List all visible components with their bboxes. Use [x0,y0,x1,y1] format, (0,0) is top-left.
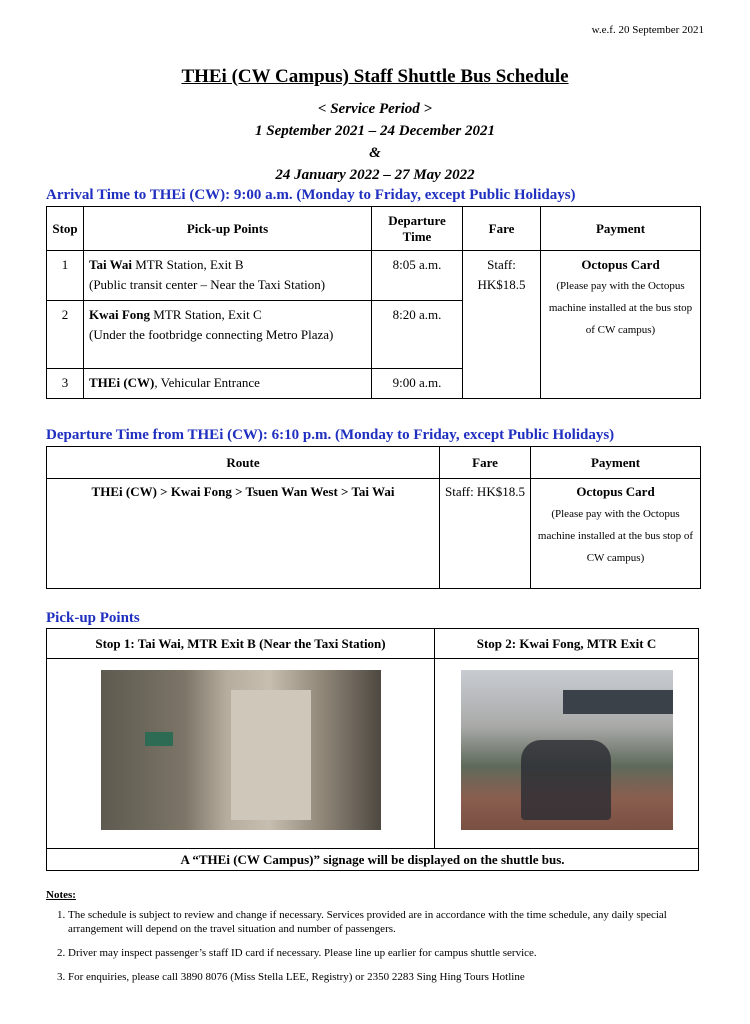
table-row [47,479,701,589]
col-payment: Payment [541,207,701,251]
photo-roof [563,690,673,714]
stop-number: 2 [47,301,84,369]
col-route: Route [47,447,440,479]
col-fare: Fare [463,207,541,251]
table-row [47,251,701,301]
col-departure: Departure Time [372,207,463,251]
effective-date: w.e.f. 20 September 2021 [591,24,704,36]
pickup-point [84,301,372,369]
arrival-table [46,206,701,399]
departure-heading: Departure Time from THEi (CW): 6:10 p.m. (Monday to Friday, except Public Holidays) [46,427,615,443]
kwai-fong-photo [461,670,673,830]
stop2-header: Stop 2: Kwai Fong, MTR Exit C [435,629,699,659]
service-period [0,98,750,186]
service-period-range-2: 24 January 2022 – 27 May 2022 [275,167,475,183]
arrival-table-header [47,207,701,251]
col-pickup: Pick-up Points [84,207,372,251]
col-fare: Fare [440,447,531,479]
photo-sign [145,732,173,746]
pickup-note: (Public transit center – Near the Taxi Station) [89,277,326,292]
route-cell: THEi (CW) > Kwai Fong > Tsuen Wan West > Tai Wai [47,479,440,589]
tai-wai-photo [101,670,381,830]
pickup-heading: Pick-up Points [46,610,140,626]
note-item: 3. For enquiries, please call 3890 8076 (Miss Stella LEE, Registry) or 2350 2283 Sing Hing Tours Hotline [68,970,706,984]
departure-table-header [47,447,701,479]
payment-title: Octopus Card [581,257,660,272]
stop-number: 1 [47,251,84,301]
col-payment: Payment [531,447,701,479]
stop-number: 3 [47,369,84,399]
fare-cell: Staff: HK$18.5 [440,479,531,589]
notes-title: Notes: [46,889,76,901]
pickup-note: (Under the footbridge connecting Metro Plaza) [89,327,334,342]
pickup-name: Kwai Fong [89,307,151,322]
payment-note: (Please pay with the Octopus machine installed at the bus stop of CW campus) [548,280,693,336]
pickup-name: THEi (CW) [89,375,155,390]
service-period-label: < Service Period > [317,101,433,117]
page-title: THEi (CW Campus) Staff Shuttle Bus Schedule [181,66,569,87]
pickup-name: Tai Wai [89,257,132,272]
photo-people [521,740,611,820]
pickup-detail: , Vehicular Entrance [154,375,260,390]
payment-cell [541,251,701,399]
departure-table [46,446,701,589]
notes-list [46,908,706,984]
payment-title: Octopus Card [576,484,655,499]
departure-time: 8:05 a.m. [372,251,463,301]
arrival-heading: Arrival Time to THEi (CW): 9:00 a.m. (Monday to Friday, except Public Holidays) [46,187,576,203]
pickup-detail: MTR Station, Exit B [132,257,244,272]
note-item: 1. The schedule is subject to review and change if necessary. Services provided are in accordance with the time schedule, any daily special arrangement will depend on the travel situation and number of passengers. [68,908,706,936]
note-item: 2. Driver may inspect passenger’s staff ID card if necessary. Please line up earlier for campus shuttle service. [68,946,706,960]
departure-time: 9:00 a.m. [372,369,463,399]
notes [46,888,706,994]
pickup-table [46,628,699,871]
pickup-point [84,369,372,399]
payment-cell [531,479,701,589]
signage-note: A “THEi (CW Campus)” signage will be displayed on the shuttle bus. [47,849,699,871]
photo-pillar [231,690,311,820]
service-period-amp: & [369,145,381,161]
pickup-point [84,251,372,301]
pickup-table-header [47,629,699,659]
departure-time: 8:20 a.m. [372,301,463,369]
fare-cell: Staff: HK$18.5 [463,251,541,399]
payment-note: (Please pay with the Octopus machine installed at the bus stop of CW campus) [537,508,694,564]
stop1-header: Stop 1: Tai Wai, MTR Exit B (Near the Taxi Station) [47,629,435,659]
service-period-range-1: 1 September 2021 – 24 December 2021 [255,123,495,139]
stop2-photo-cell [435,659,699,849]
stop1-photo-cell [47,659,435,849]
col-stop: Stop [47,207,84,251]
pickup-detail: MTR Station, Exit C [150,307,262,322]
